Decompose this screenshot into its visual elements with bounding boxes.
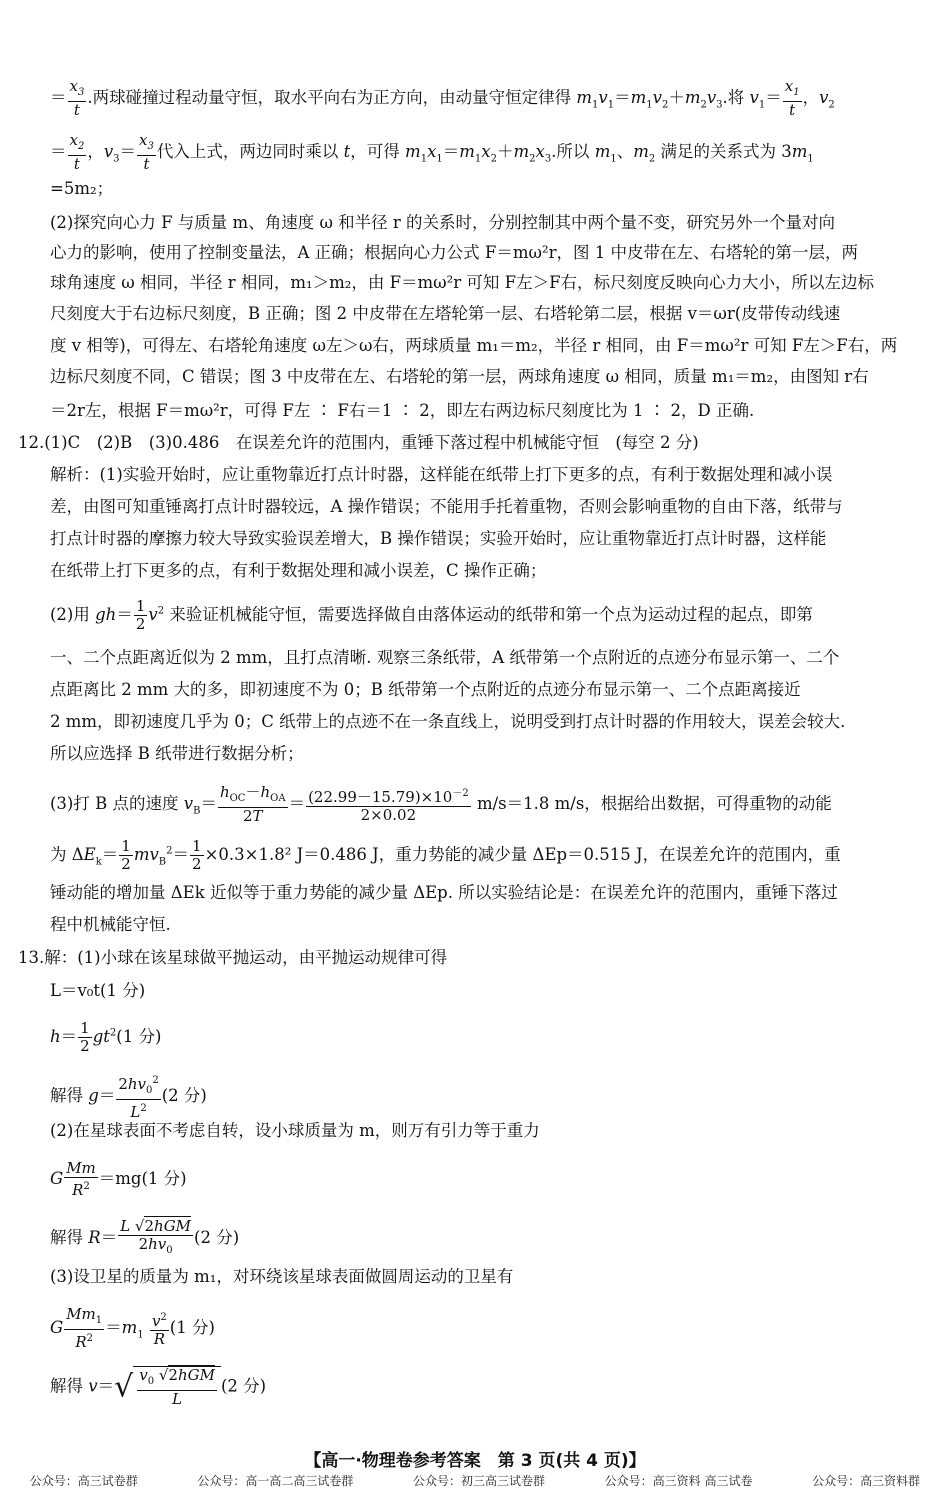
q12-p3-line-2: 锤动能的增加量 ΔEk 近似等于重力势能的减少量 ΔEp. 所以实验结论是：在误差允许的范围内，重锤下落过	[50, 883, 838, 902]
q12-p1-line-2: 差，由图可知重锤离打点计时器较远，A 操作错误；不能用手托着重物，否则会影响重物的自由下落，纸带与	[50, 497, 843, 516]
p2-line-7: ＝2r左，根据 F＝mω²r，可得 F左 ∶ F右＝1 ∶ 2，即左右两边标尺刻度比为 1 ∶ 2，D 正确.	[50, 401, 755, 420]
watermark-3: 公众号：初三高三试卷群	[413, 1474, 546, 1488]
q13-result-R: 解得 R＝ L √2hGM $2hv_0$ (2 分)	[50, 1217, 240, 1256]
q12-p2-line-2: 点距离比 2 mm 大的多，即初速度不为 0；B 纸带第一个点附近的点迹分布显示第一、二个点距离接近	[50, 680, 801, 699]
q12-p3-line-3: 程中机械能守恒.	[50, 915, 171, 934]
q12-p2-line-1: 一、二个点距离近似为 2 mm，且打点清晰. 观察三条纸带，A 纸带第一个点附近的点迹分布显示第一、二个	[50, 648, 840, 667]
q13-eq-4: G $\frac{Mm_1}{R^2}$ $=m_1$ $\frac{v^2}{R}$ (1 分)	[50, 1305, 215, 1351]
q12-p1-line-3: 打点计时器的摩擦力较大导致实验误差增大，B 操作错误；实验开始时，应让重物靠近打点计时器，这样能	[50, 529, 827, 548]
watermark-4: 公众号：高三资料 高三试卷	[604, 1474, 753, 1488]
q12-p2-line-4: 所以应选择 B 纸带进行数据分析；	[50, 744, 304, 763]
q13-result-v: 解得 v＝√ $v_0$ √2hGM L (2 分)	[50, 1366, 267, 1408]
line-2: ＝ $\frac{x_2}{t}$ ，$v_3=$ $\frac{x_3}{t}$ 代入上式，两边同时乘以 t，可得 $m_1x_1=m_1x_2+m_2x_3$.所以 $m_1$、$m_2$ 满足的关系式为 $3m_1$	[50, 131, 814, 173]
q12-p3-line-0: (3)打 B 点的速度 $v_B=$ $h_{OC}-h_{OA}$ 2T ＝ $\frac{(22.99-15.79)\times 10^{-2}}{2\times 0.02}$ m/s＝1.8 m/s，根据给出数据，可得重物的动能	[50, 783, 832, 825]
line-1: ＝ $\frac{x_3}{t}$ .两球碰撞过程动量守恒，取水平向右为正方向，由动量守恒定律得 $m_1v_1=m_1v_2+m_2v_3$.将 $v_1=$ $\frac{x_1}{t}$ ，$v_2$	[50, 77, 835, 119]
p2-line-4: 尺刻度大于右边标尺刻度，B 正确；图 2 中皮带在左塔轮第一层、右塔轮第二层，根据 v＝ωr(皮带传动线速	[50, 304, 841, 323]
q12-p2-line-0: (2)用 gh＝ $\frac{1}{2}$ $v^2$ 来验证机械能守恒，需要选择做自由落体运动的纸带和第一个点为运动过程的起点，即第	[50, 597, 813, 633]
q13-intro: 13.解：(1)小球在该星球做平抛运动，由平抛运动规律可得	[18, 948, 448, 967]
p2-line-3: 球角速度 ω 相同，半径 r 相同，m₁＞m₂，由 F＝mω²r 可知 F左＞F右，标尺刻度反映向心力大小，所以左边标	[50, 273, 875, 292]
q12-p3-line-1: 为 $\Delta E_k=$ $\frac{1}{2}$ $mv_B^2=$ $\frac{1}{2}$ ×0.3×1.8² J＝0.486 J，重力势能的减少量 ΔEp＝0.515 J，在误差允许的范围内，重	[50, 837, 841, 873]
p2-line-6: 边标尺刻度不同，C 错误；图 3 中皮带在左、右塔轮的第一层，两球角速度 ω 相同，质量 m₁＝m₂，由图知 r右	[50, 367, 869, 386]
q13-result-g: 解得 g＝ $\frac{2hv_0^2}{L^2}$ (2 分)	[50, 1072, 207, 1121]
q12-p2-line-3: 2 mm，即初速度几乎为 0；C 纸带上的点迹不在一条直线上，说明受到打点计时器的作用较大，误差会较大.	[50, 712, 846, 731]
p2-line-2: 心力的影响，使用了控制变量法，A 正确；根据向心力公式 F＝mω²r，图 1 中皮带在左、右塔轮的第一层，两	[50, 243, 858, 262]
watermark-1: 公众号：高三试卷群	[29, 1474, 138, 1488]
watermark-5: 公众号：高三资料群	[812, 1474, 921, 1488]
q12-answer: 12.(1)C (2)B (3)0.486 在误差允许的范围内，重锤下落过程中机械能守恒 (每空 2 分)	[18, 433, 699, 452]
line-3: =5m₂；	[50, 179, 114, 198]
q13-eq-3: G $\frac{Mm}{R^2}$ ＝mg(1 分)	[50, 1159, 187, 1199]
page-footer: 【高一·物理卷参考答案 第 3 页(共 4 页)】	[304, 1451, 646, 1471]
q13-eq-1: L＝v₀t(1 分)	[50, 981, 146, 1000]
q13-eq-2: h＝ $\frac{1}{2}$ $gt^2(1$ 分)	[50, 1019, 162, 1055]
q13-p3-intro: (3)设卫星的质量为 m₁，对环绕该星球表面做圆周运动的卫星有	[50, 1267, 514, 1286]
q13-p2-intro: (2)在星球表面不考虑自转，设小球质量为 m，则万有引力等于重力	[50, 1121, 540, 1140]
watermark-2: 公众号：高一高二高三试卷群	[197, 1474, 354, 1488]
q12-p1-line-4: 在纸带上打下更多的点，有利于数据处理和减小误差，C 操作正确；	[50, 561, 547, 580]
watermark-row	[0, 1472, 950, 1489]
q12-p1-line-1: 解析：(1)实验开始时，应让重物靠近打点计时器，这样能在纸带上打下更多的点，有利于数据处理和减小误	[50, 465, 833, 484]
p2-line-1: (2)探究向心力 F 与质量 m、角速度 ω 和半径 r 的关系时，分别控制其中两个量不变，研究另外一个量对向	[50, 213, 836, 232]
p2-line-5: 度 v 相等)，可得左、右塔轮角速度 ω左＞ω右，两球质量 m₁＝m₂，半径 r 相同，由 F＝mω²r 可知 F左＞F右，两	[50, 336, 898, 355]
